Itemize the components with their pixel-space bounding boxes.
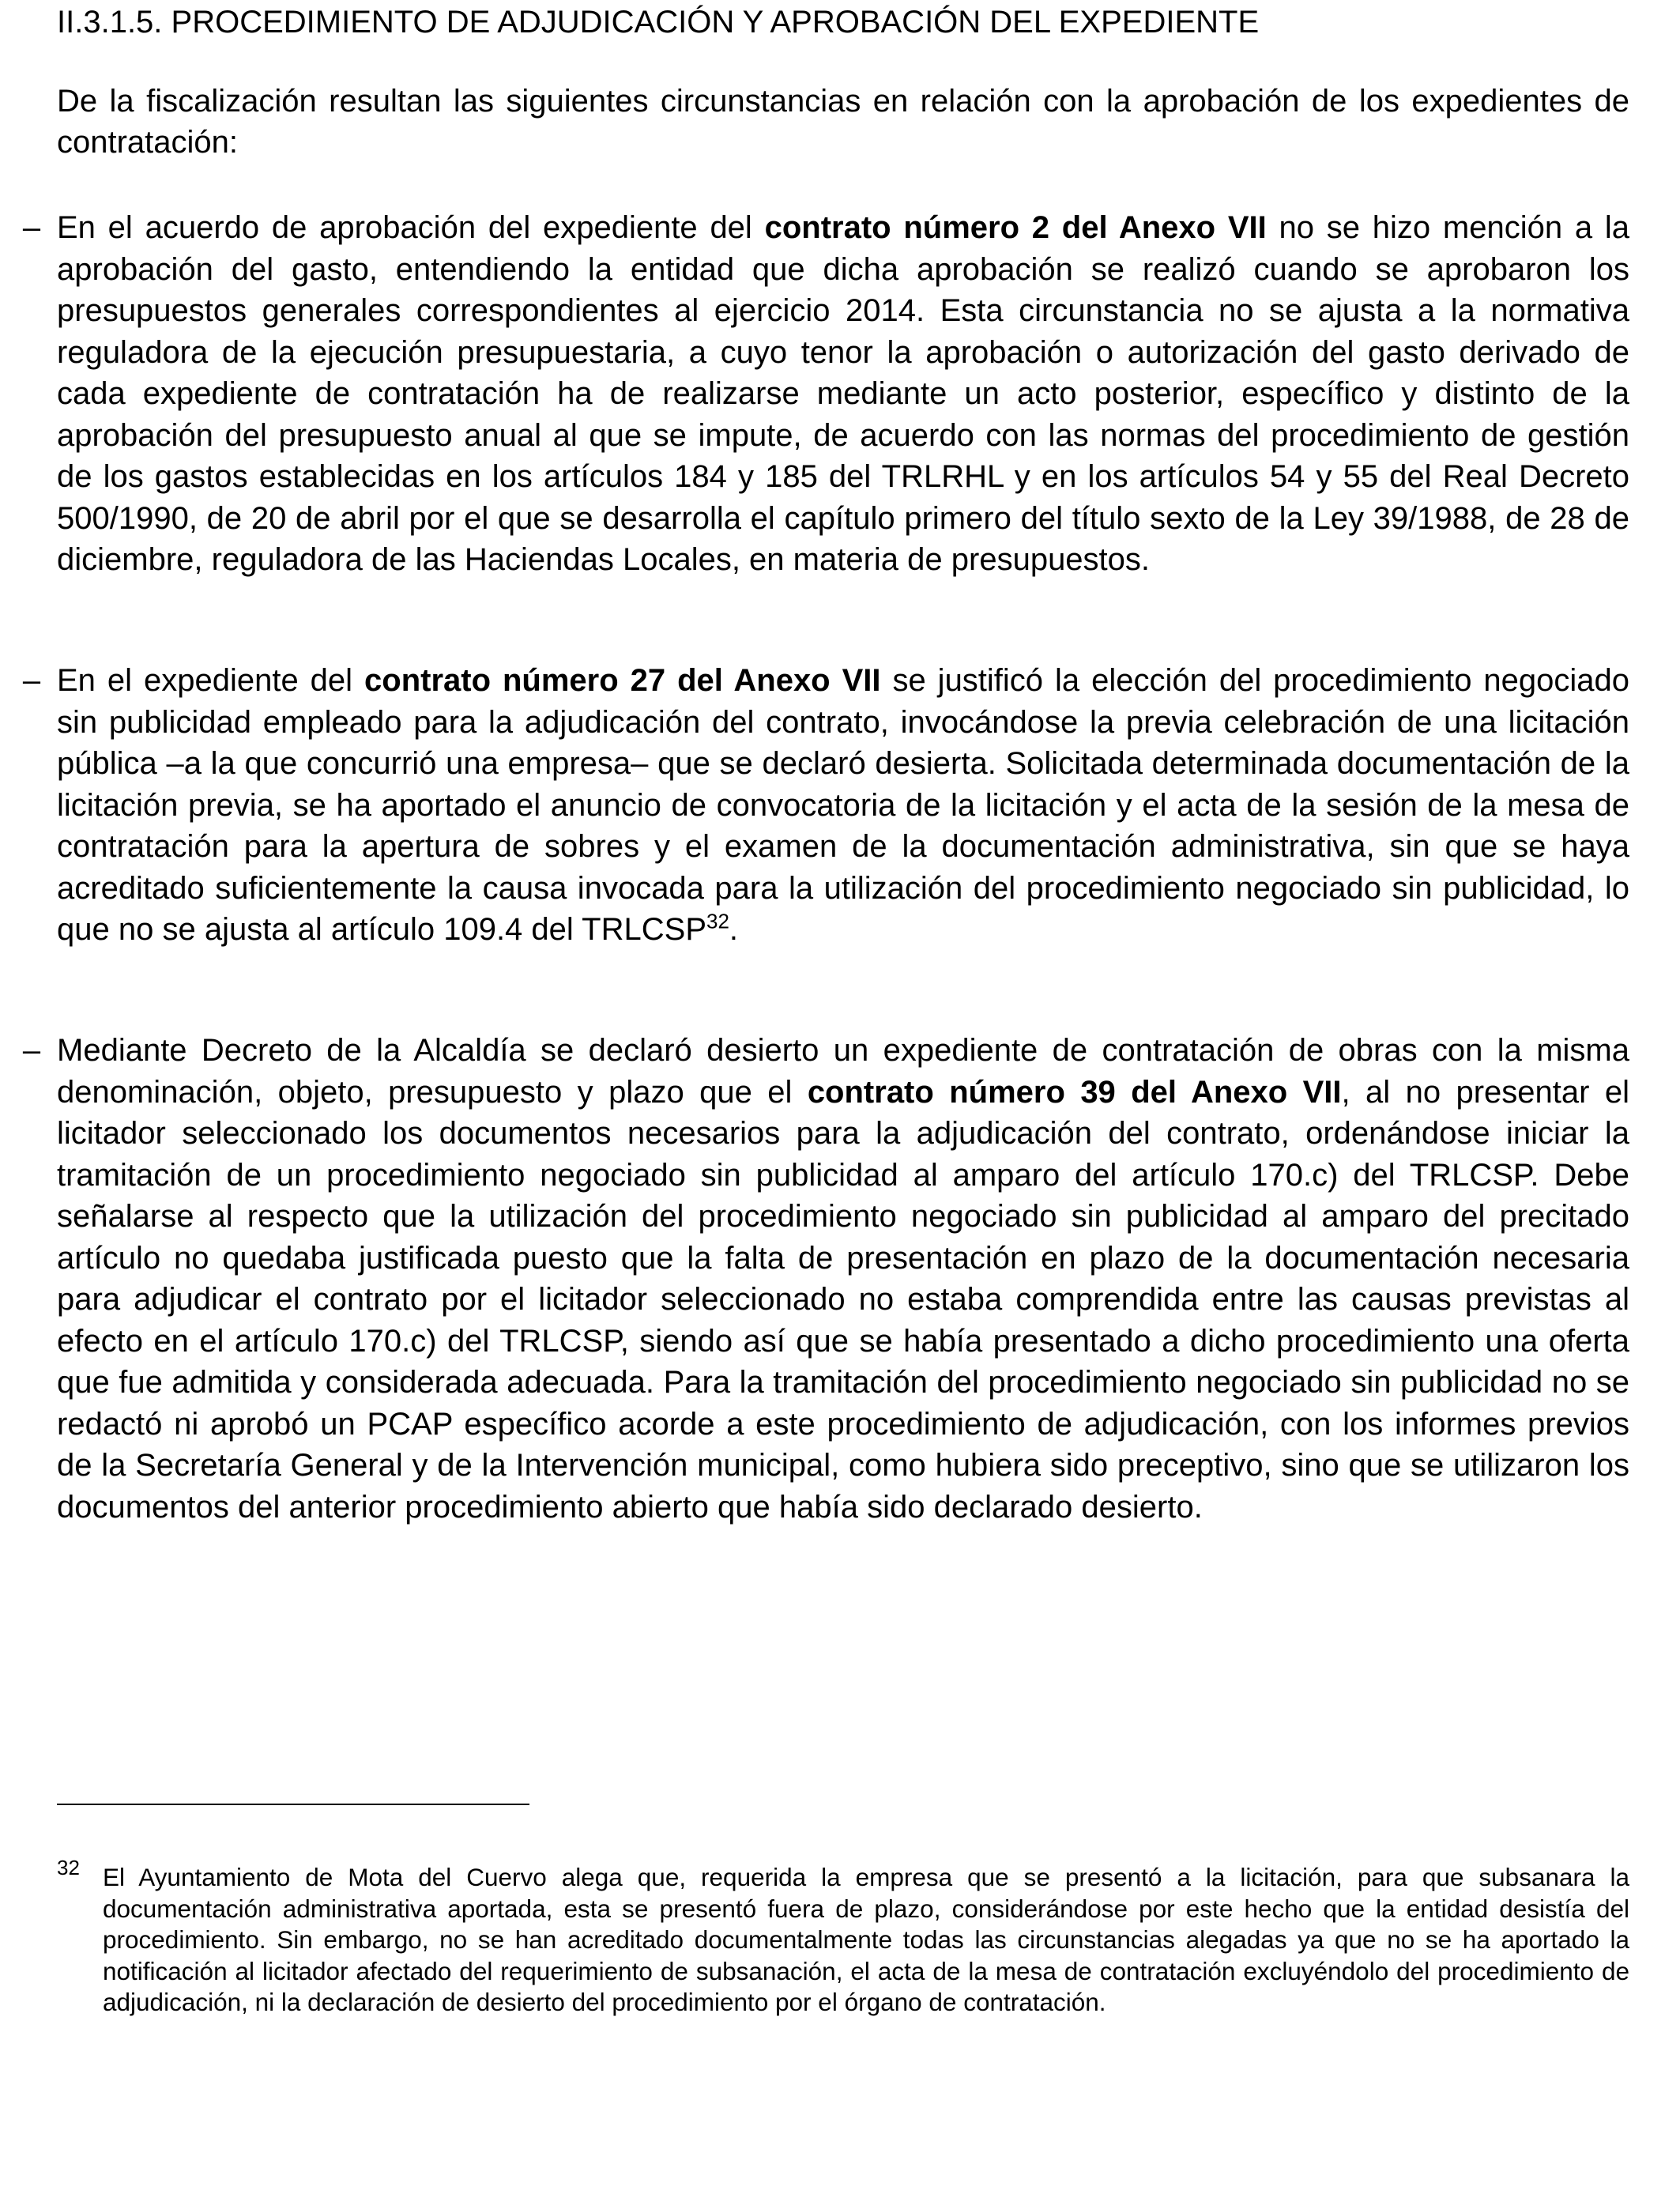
footnote	[57, 1856, 1629, 2019]
item-text-start: En el expediente del	[57, 663, 365, 698]
footnote-text: El Ayuntamiento de Mota del Cuervo alega que, requerida la empresa que se presentó a la licitación, para que subsanara la documentación administrativa aportada, esta se presentó fuera de plazo, considerándose por este hecho que la entidad desistía del procedimiento. Sin embargo, no se han acreditado documentalmente todas las circunstancias alegadas ya que no se ha aportado la notificación al licitador afectado del requerimiento de subsanación, el acta de la mesa de contratación excluyéndolo del procedimiento de adjudicación, ni la declaración de desierto del procedimiento por el órgano de contratación.	[103, 1863, 1629, 2016]
bullet-dash: –	[22, 210, 41, 245]
item-text-rest: no se hizo mención a la aprobación del gasto, entendiendo la entidad que dicha aprobación se realizó cuando se aprobaron los presupuestos generales correspondientes al ejercicio 2014. Esta circunstancia no se ajusta a la normativa reguladora de la ejecución presupuestaria, a cuyo tenor la aprobación o autorización del gasto derivado de cada expediente de contratación ha de realizarse mediante un acto posterior, específico y distinto de la aprobación del presupuesto anual al que se impute, de acuerdo con las normas del procedimiento de gestión de los gastos establecidas en los artículos 184 y 185 del TRLRHL y en los artículos 54 y 55 del Real Decreto 500/1990, de 20 de abril por el que se desarrolla el capítulo primero del título sexto de la Ley 39/1988, de 28 de diciembre, reguladora de las Haciendas Locales, en materia de presupuestos.	[57, 210, 1630, 577]
item-text-start: En el acuerdo de aprobación del expediente del	[57, 210, 765, 245]
list-item	[22, 1030, 1630, 1528]
item-text-rest: se justificó la elección del procedimiento negociado sin publicidad empleado para la adjudicación del contrato, invocándose la previa celebración de una licitación pública –a la que concurrió una empresa– que se declaró desierta. Solicitada determinada documentación de la licitación previa, se ha aportado el anuncio de convocatoria de la licitación y el acta de la sesión de la mesa de contratación para la apertura de sobres y el examen de la documentación administrativa, sin que se haya acreditado suficientemente la causa invocada para la utilización del procedimiento negociado sin publicidad, lo que no se ajusta al artículo 109.4 del TRLCSP	[57, 663, 1630, 947]
list-item-text	[57, 660, 1629, 951]
bullet-dash: –	[22, 663, 41, 698]
intro-paragraph: De la fiscalización resultan las siguientes circunstancias en relación con la aprobación de los expedientes de contratación:	[57, 84, 1629, 160]
list-item	[22, 660, 1630, 951]
list-item-text	[57, 1030, 1629, 1528]
list-item-text	[57, 207, 1629, 581]
item-text-end: .	[729, 912, 739, 947]
contract-reference: contrato número 2 del Anexo VII	[764, 210, 1267, 245]
item-text-rest: , al no presentar el licitador seleccionado los documentos necesarios para la adjudicación del contrato, ordenándose iniciar la tramitación de un procedimiento negociado sin publicidad al amparo del artículo 170.c) del TRLCSP. Debe señalarse al respecto que la utilización del procedimiento negociado sin publicidad al amparo del precitado artículo no quedaba justificada puesto que la falta de presentación en plazo de la documentación necesaria para adjudicar el contrato por el licitador seleccionado no estaba comprendida entre las causas previstas al efecto en el artículo 170.c) del TRLCSP, siendo así que se había presentado a dicho procedimiento una oferta que fue admitida y considerada adecuada. Para la tramitación del procedimiento negociado sin publicidad no se redactó ni aprobó un PCAP específico acorde a este procedimiento de adjudicación, con los informes previos de la Secretaría General y de la Intervención municipal, como hubiera sido preceptivo, sino que se utilizaron los documentos del anterior procedimiento abierto que había sido declarado desierto.	[57, 1074, 1630, 1525]
footnote-number: 32	[57, 1856, 80, 1879]
item-text-start: Mediante Decreto de la Alcaldía se declaró desierto un expediente de contratación de obras con la misma denominación, objeto, presupuesto y plazo que el	[57, 1033, 1629, 1110]
contract-reference: contrato número 39 del Anexo VII	[807, 1074, 1342, 1110]
list-item	[22, 207, 1630, 581]
footnote-separator	[57, 1804, 529, 1805]
contract-reference: contrato número 27 del Anexo VII	[364, 663, 881, 698]
document-page	[22, 0, 1630, 2194]
bullet-dash: –	[22, 1033, 41, 1068]
section-heading: II.3.1.5. PROCEDIMIENTO DE ADJUDICACIÓN Y APROBACIÓN DEL EXPEDIENTE	[57, 5, 1260, 40]
footnote-reference[interactable]: 32	[706, 909, 729, 933]
